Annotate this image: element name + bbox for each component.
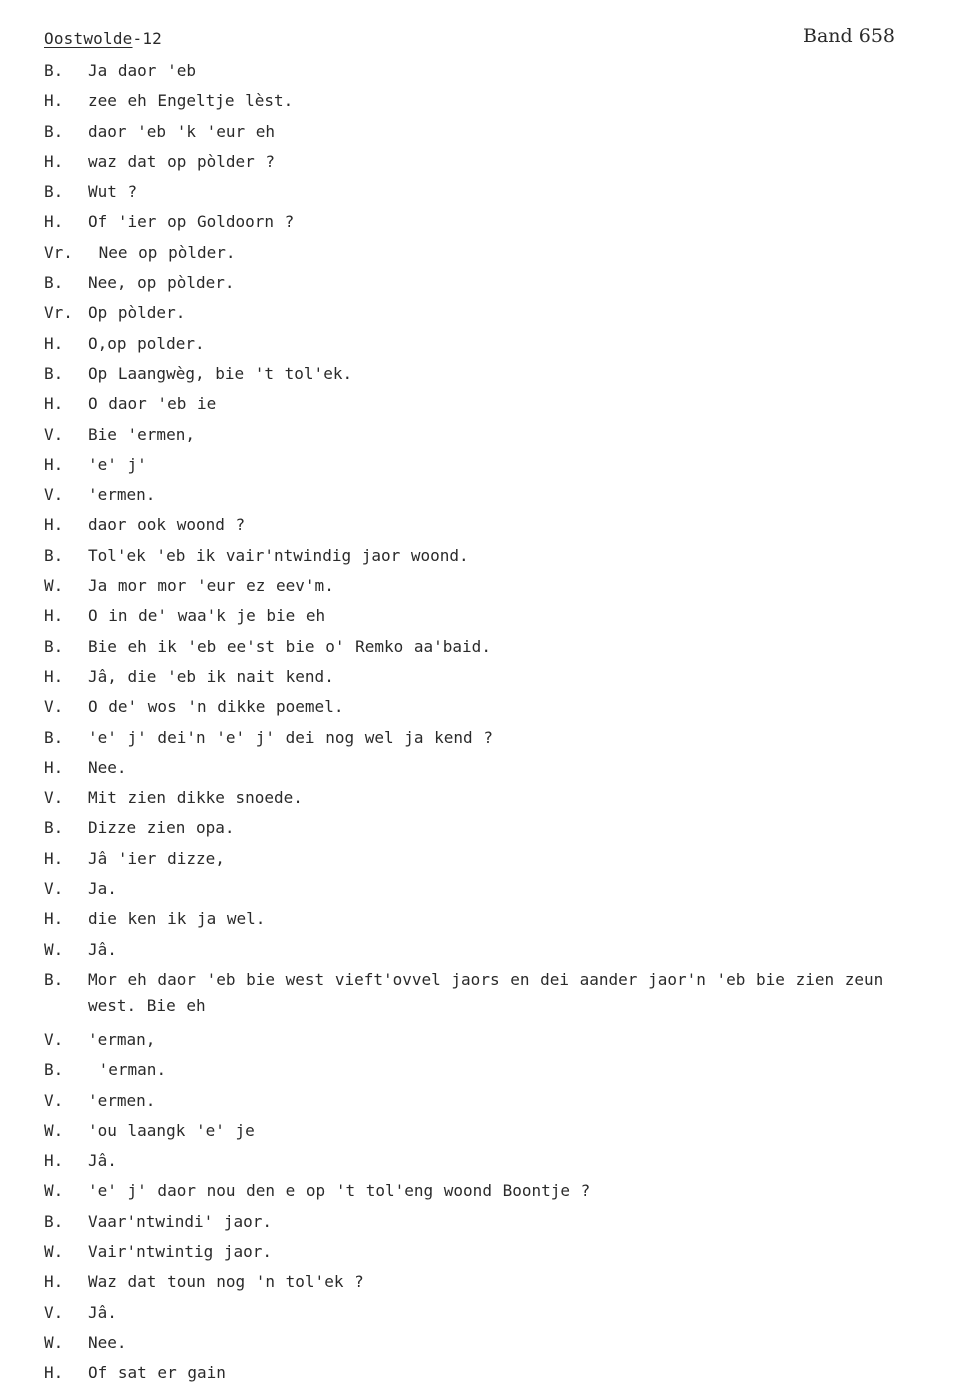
utterance-text: O in de' waa'k je bie eh <box>88 606 326 626</box>
utterance-text: Of sat er gain <box>88 1363 226 1383</box>
utterance-text: Jâ. <box>88 1151 117 1171</box>
speaker-label: W. <box>44 576 64 596</box>
transcript-line <box>44 240 914 270</box>
utterance-text: O daor 'eb ie <box>88 394 217 414</box>
speaker-label: V. <box>44 1302 64 1322</box>
utterance-text: Jâ 'ier dizze, <box>88 848 225 868</box>
speaker-label: H. <box>44 91 64 111</box>
utterance-text: Vair'ntwintig jaor. <box>88 1241 273 1261</box>
speaker-label: B. <box>44 969 64 989</box>
utterance-text: die ken ik ja wel. <box>88 909 266 929</box>
speaker-label: B. <box>44 61 64 80</box>
speaker-label: W. <box>44 1241 64 1261</box>
transcript-line <box>44 755 914 785</box>
transcript-line <box>44 725 914 755</box>
speaker-label: B. <box>44 273 64 293</box>
utterance-text: 'e' j' dei'n 'e' j' dei nog wel ja kend ? <box>88 727 493 747</box>
transcript-line <box>44 664 914 694</box>
speaker-label: B. <box>44 363 64 383</box>
transcript-line <box>44 482 914 512</box>
speaker-label: H. <box>44 1363 64 1383</box>
utterance-text: daor 'eb 'k 'eur eh <box>88 121 276 141</box>
transcript-line <box>44 785 914 815</box>
utterance-text: 'erman, <box>88 1029 156 1049</box>
utterance-text: Ja mor mor 'eur ez eev'm. <box>88 576 334 596</box>
transcript-line <box>44 1027 914 1057</box>
utterance-text: Wut ? <box>88 182 138 202</box>
speaker-label: B. <box>44 727 64 747</box>
transcript-line <box>44 1239 914 1269</box>
location-header <box>44 29 162 48</box>
speaker-label: H. <box>44 394 64 414</box>
speaker-label: H. <box>44 848 64 868</box>
speaker-label: B. <box>44 636 64 656</box>
utterance-text: waz dat op pòlder ? <box>88 151 276 171</box>
utterance-text: Jâ, die 'eb ik nait kend. <box>88 666 334 686</box>
transcript-line <box>44 149 914 179</box>
transcript-line <box>44 209 914 239</box>
utterance-text: Mor eh daor 'eb bie west vieft'ovvel jaors en dei aander jaor'n 'eb bie zien zeun west. Bie eh <box>88 969 894 1015</box>
transcript-line <box>44 1360 914 1390</box>
speaker-label: H. <box>44 1272 64 1292</box>
utterance-text: Waz dat toun nog 'n tol'ek ? <box>88 1272 364 1292</box>
speaker-label: B. <box>44 121 64 141</box>
speaker-label: B. <box>44 182 64 202</box>
speaker-label: H. <box>44 1151 64 1171</box>
transcript-line <box>44 270 914 300</box>
speaker-label: Vr. <box>44 303 73 323</box>
utterance-text: Nee. <box>88 1332 127 1352</box>
speaker-label: Vr. <box>44 242 73 262</box>
transcript-line <box>44 967 914 1027</box>
transcript-line <box>44 1088 914 1118</box>
speaker-label: V. <box>44 879 64 899</box>
transcript-line <box>44 876 914 906</box>
transcript-line <box>44 58 914 88</box>
transcript-line <box>44 391 914 421</box>
speaker-label: B. <box>44 1060 64 1080</box>
transcript-line <box>44 1300 914 1330</box>
transcript-line <box>44 1148 914 1178</box>
utterance-text: Ja daor 'eb <box>88 61 196 80</box>
speaker-label: V. <box>44 485 64 505</box>
utterance-text: Vaar'ntwindi' jaor. <box>88 1211 273 1231</box>
utterance-text: daor ook woond ? <box>88 515 246 535</box>
speaker-label: B. <box>44 545 64 565</box>
speaker-label: V. <box>44 788 64 808</box>
speaker-label: V. <box>44 1090 64 1110</box>
speaker-label: B. <box>44 818 64 838</box>
speaker-label: W. <box>44 1332 64 1352</box>
speaker-label: V. <box>44 1029 64 1049</box>
utterance-text: zee eh Engeltje lèst. <box>88 91 294 111</box>
transcript-line <box>44 1118 914 1148</box>
transcript-line <box>44 452 914 482</box>
speaker-label: V. <box>44 424 64 444</box>
location-name: Oostwolde <box>44 29 133 48</box>
speaker-label: V. <box>44 697 64 717</box>
transcript-line <box>44 512 914 542</box>
speaker-label: B. <box>44 1211 64 1231</box>
transcript-line <box>44 634 914 664</box>
transcript-line <box>44 1057 914 1087</box>
utterance-text: Jâ. <box>88 1302 117 1322</box>
transcript-line <box>44 906 914 936</box>
transcript-line <box>44 1269 914 1299</box>
location-number: -12 <box>132 29 162 48</box>
utterance-text: Op pòlder. <box>88 303 186 323</box>
transcript-line <box>44 331 914 361</box>
transcript-line <box>44 694 914 724</box>
utterance-text: Nee op pòlder. <box>88 242 236 262</box>
transcript-line <box>44 815 914 845</box>
speaker-label: W. <box>44 1181 64 1201</box>
speaker-label: H. <box>44 454 64 474</box>
transcript-line <box>44 937 914 967</box>
utterance-text: Tol'ek 'eb ik vair'ntwindig jaor woond. <box>88 545 469 565</box>
transcript-line <box>44 361 914 391</box>
utterance-text: Of 'ier op Goldoorn ? <box>88 212 295 232</box>
transcript-line <box>44 1330 914 1360</box>
transcript-body <box>44 58 914 1390</box>
utterance-text: 'ermen. <box>88 485 156 505</box>
utterance-text: Dizze zien opa. <box>88 818 235 838</box>
transcript-line <box>44 846 914 876</box>
utterance-text: O de' wos 'n dikke poemel. <box>88 697 344 717</box>
transcript-line <box>44 422 914 452</box>
speaker-label: H. <box>44 515 64 535</box>
speaker-label: H. <box>44 151 64 171</box>
transcript-line <box>44 88 914 118</box>
transcript-line <box>44 543 914 573</box>
transcript-line <box>44 1209 914 1239</box>
speaker-label: H. <box>44 909 64 929</box>
transcript-line <box>44 603 914 633</box>
transcript-line <box>44 573 914 603</box>
transcript-line <box>44 119 914 149</box>
band-number: Band 658 <box>803 25 895 47</box>
utterance-text: Jâ. <box>88 939 117 959</box>
utterance-text: Nee, op pòlder. <box>88 273 235 293</box>
speaker-label: H. <box>44 333 64 353</box>
utterance-text: Nee. <box>88 757 127 777</box>
utterance-text: Bie eh ik 'eb ee'st bie o' Remko aa'baid. <box>88 636 491 656</box>
utterance-text: 'erman. <box>88 1060 167 1080</box>
utterance-text: Bie 'ermen, <box>88 424 195 444</box>
utterance-text: 'e' j' daor nou den e op 't tol'eng woond Boontje ? <box>88 1181 591 1201</box>
transcript-line <box>44 1178 914 1208</box>
utterance-text: 'ermen. <box>88 1090 156 1110</box>
utterance-text: 'e' j' <box>88 454 147 474</box>
speaker-label: H. <box>44 666 64 686</box>
utterance-text: O,op polder. <box>88 333 205 353</box>
speaker-label: H. <box>44 757 64 777</box>
speaker-label: H. <box>44 606 64 626</box>
utterance-text: 'ou laangk 'e' je <box>88 1120 255 1140</box>
utterance-text: Op Laangwèg, bie 't tol'ek. <box>88 363 353 383</box>
speaker-label: W. <box>44 939 64 959</box>
speaker-label: H. <box>44 212 64 232</box>
utterance-text: Ja. <box>88 879 117 899</box>
transcript-line <box>44 179 914 209</box>
speaker-label: W. <box>44 1120 64 1140</box>
utterance-text: Mit zien dikke snoede. <box>88 788 303 808</box>
transcript-line <box>44 300 914 330</box>
